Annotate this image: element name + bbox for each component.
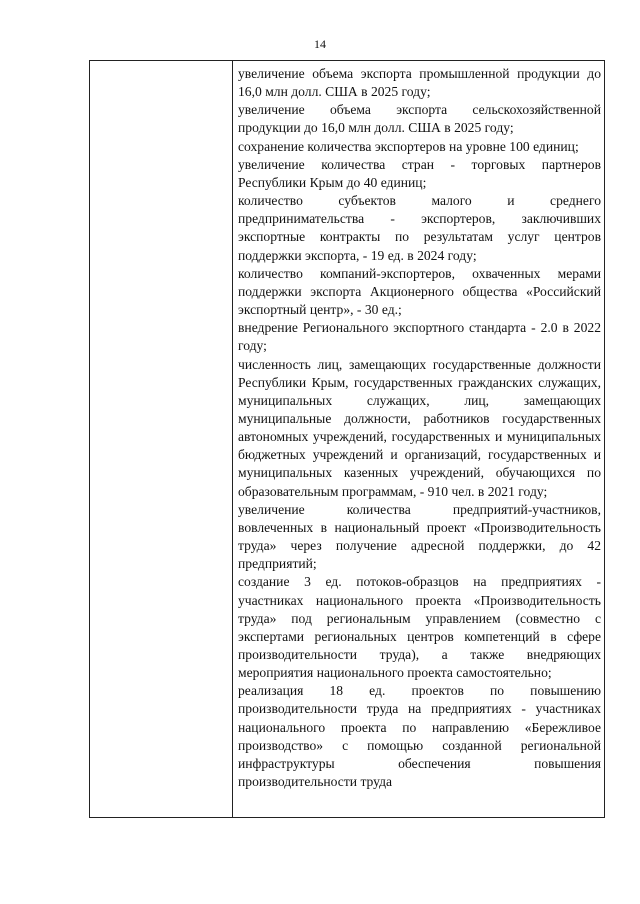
indicator-item: увеличение количества стран - торговых партнеров Республики Крым до 40 единиц; (238, 156, 601, 190)
indicators-table (89, 60, 605, 818)
indicator-item: увеличение объема экспорта сельскохозяйственной продукции до 16,0 млн долл. США в 2025 году; (238, 102, 601, 136)
indicator-item: численность лиц, замещающих государственные должности Республики Крым, государственных гражданских служащих, муниципальных служащих, лиц, замещающих муниципальные должности, работников государственных автономных учреждений, государственных и муниципальных бюджетных учреждений и организаций, государственных и муниципальных казенных учреждений, обучающихся по образовательным программам, - 910 чел. в 2021 году; (238, 356, 601, 499)
indicator-item: создание 3 ед. потоков-образцов на предприятиях - участниках национального проекта «Производительность труда» под региональным управлением (совместно с экспертами региональных центров компетенций в сфере производительности труда), а также внедряющих мероприятия национального проекта самостоятельно; (238, 574, 601, 681)
table-right-cell (238, 65, 601, 791)
indicator-item: увеличение объема экспорта промышленной продукции до 16,0 млн долл. США в 2025 году; (238, 66, 601, 100)
table-left-cell (90, 61, 233, 817)
indicator-item: сохранение количества экспортеров на уровне 100 единиц; (238, 138, 579, 154)
page-number: 14 (314, 37, 326, 51)
indicator-item: увеличение количества предприятий-участников, вовлеченных в национальный проект «Производительность труда» через получение адресной поддержки, до 42 предприятий; (238, 501, 601, 572)
indicator-item: внедрение Регионального экспортного стандарта - 2.0 в 2022 году; (238, 320, 601, 354)
indicator-item: реализация 18 ед. проектов по повышению производительности труда на предприятиях - участниках национального проекта по направлению «Бережливое производство» с помощью созданной региональной инфраструктуры обеспечения повышения производительности труда (238, 683, 601, 790)
indicator-item: количество компаний-экспортеров, охваченных мерами поддержки экспорта Акционерного общества «Российский экспортный центр», - 30 ед.; (238, 265, 601, 318)
indicator-item: количество субъектов малого и среднего предпринимательства - экспортеров, заключивших экспортные контракты по результатам услуг центров поддержки экспорта, - 19 ед. в 2024 году; (238, 193, 601, 263)
